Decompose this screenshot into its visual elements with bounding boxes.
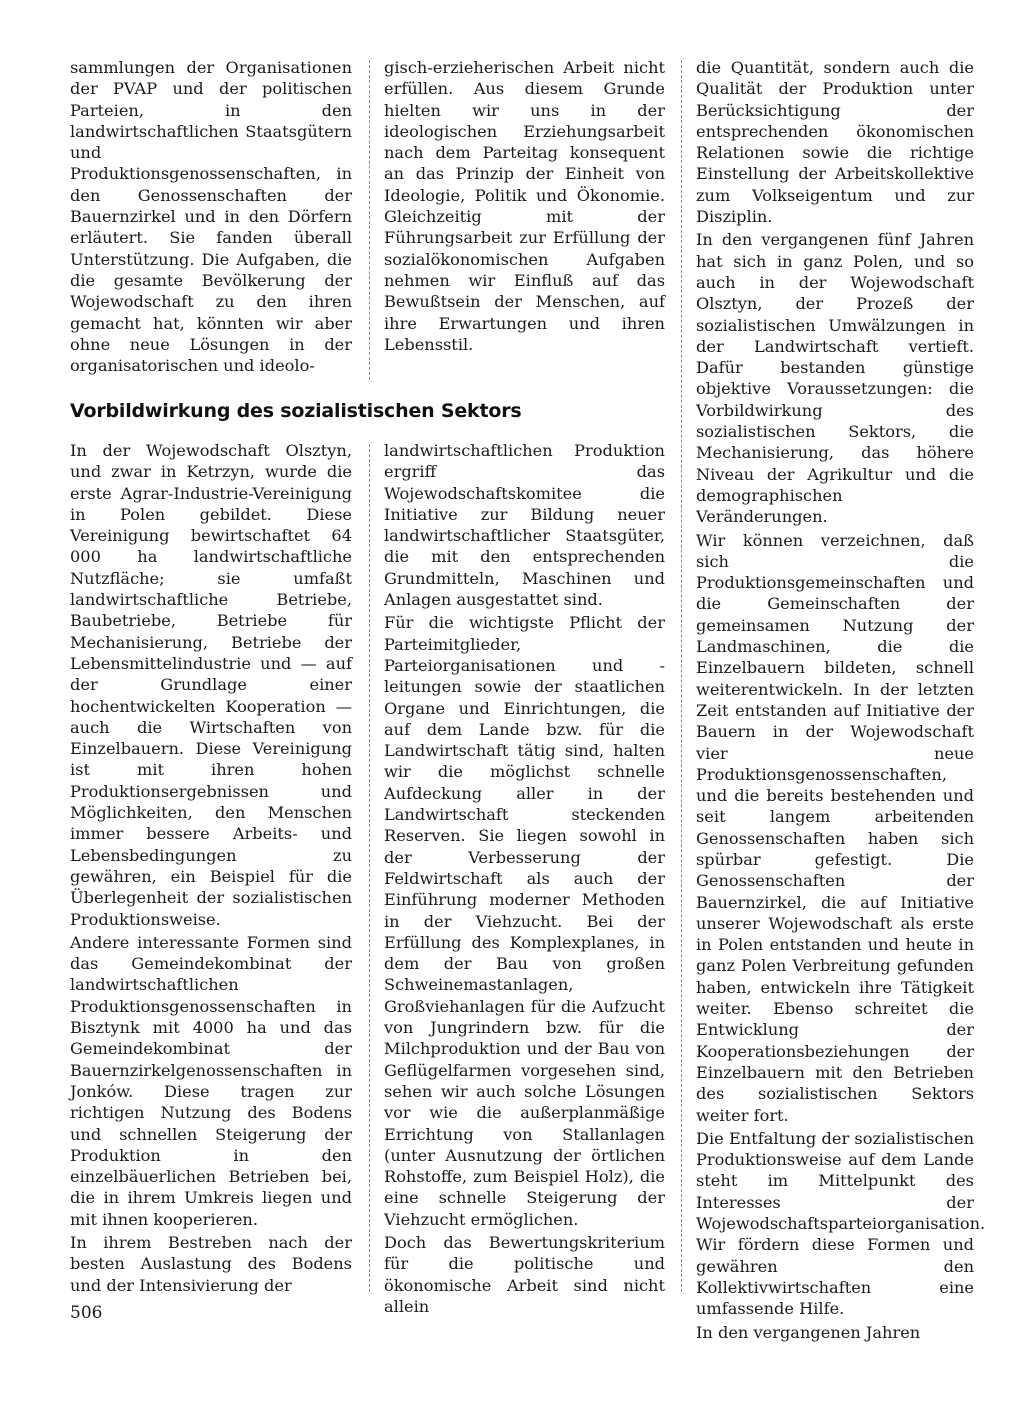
paragraph: sammlungen der Organisationen der PVAP und der politischen Parteien, in den landwirtschaftlichen Staatsgütern und Produktionsgenossenschaften, in den Genossenschaften der Bauernzirkel und in den Dörfern erläutert. Sie fanden überall Unterstützung. Die Aufgaben, die die gesamte Bevölkerung der Wojewodschaft zu den ihren gemacht hat, könnten wir aber ohne neue Lösungen in der organisatorischen und ideolo-	[70, 58, 352, 376]
paragraph: Andere interessante Formen sind das Gemeindekombinat der landwirtschaftlichen Produktionsgenossenschaften in Bisztynk mit 4000 ha und das Gemeindekombinat der Bauernzirkelgenossenschaften in Jonków. Diese tragen zur richtigen Nutzung des Bodens und schnellen Steigerung der Produktion in den einzelbäuerlichen Betrieben bei, die in ihrem Umkreis liegen und mit ihnen kooperieren.	[70, 932, 352, 1229]
column-rule	[369, 444, 370, 1292]
paragraph: In ihrem Bestreben nach der besten Auslastung des Bodens und der Intensivierung der	[70, 1232, 352, 1295]
column-1-bottom	[70, 440, 352, 1296]
column-2-bottom	[384, 440, 665, 1317]
column-2-top	[384, 57, 665, 355]
paragraph: Wir können verzeichnen, daß sich die Produktionsgemeinschaften und die Gemeinschaften der gemeinsamen Nutzung der Landmaschinen, die die Einzelbauern bildeten, schnell weiterentwickeln. In der letzten Zeit entstanden auf Initiative der Bauern in der Wojewodschaft vier neue Produktionsgenossenschaften, und die bereits bestehenden und seit langem arbeitenden Genossenschaften haben sich spürbar gefestigt. Die Genossenschaften der Bauernzirkel, die auf Initiative unserer Wojewodschaft als erste in Polen entstanden und heute in ganz Polen Verbreitung gefunden haben, entwickeln ihre Tätigkeit weiter. Ebenso schreitet die Entwicklung der Kooperationsbeziehungen der Einzelbauern mit den Betrieben des sozialistischen Sektors weiter fort.	[696, 530, 974, 1125]
page-number: 506	[70, 1303, 103, 1323]
column-1-top	[70, 57, 352, 376]
paragraph: Für die wichtigste Pflicht der Parteimitglieder, Parteiorganisationen und -leitungen sowie der staatlichen Organe und Einrichtungen, die auf dem Lande bzw. für die Landwirtschaft tätig sind, halten wir die möglichst schnelle Aufdeckung aller in der Landwirtschaft steckenden Reserven. Sie liegen sowohl in der Verbesserung der Feldwirtschaft als auch der Einführung moderner Methoden in der Viehzucht. Bei der Erfüllung des Komplexplanes, in dem der Bau von großen Schweinemastanlagen, Großviehanlagen für die Aufzucht von Jungrindern bzw. für die Milchproduktion und der Bau von Geflügelfarmen vorgesehen sind, sehen wir auch solche Lösungen vor wie die außerplanmäßige Errichtung von Stallanlagen (unter Ausnutzung der örtlichen Rohstoffe, zum Beispiel Holz), die eine schnelle Steigerung der Viehzucht ermöglichen.	[384, 613, 665, 1229]
paragraph: In der Wojewodschaft Olsztyn, und zwar in Ketrzyn, wurde die erste Agrar-Industrie-Vereinigung in Polen gebildet. Diese Vereinigung bewirtschaftet 64 000 ha landwirtschaftliche Nutzfläche; sie umfaßt landwirtschaftliche Betriebe, Baubetriebe, Betriebe für Mechanisierung, Betriebe der Lebensmittelindustrie und — auf der Grundlage einer hochentwickelten Kooperation — auch die Wirtschaften von Einzelbauern. Diese Vereinigung ist mit ihren hohen Produktionsergebnissen und Möglichkeiten, den Menschen immer bessere Arbeits- und Lebensbedingungen zu gewähren, ein Beispiel für die Überlegenheit der sozialistischen Produktionsweise.	[70, 441, 352, 929]
column-rule	[681, 60, 682, 1292]
section-heading: Vorbildwirkung des sozialistischen Sektors	[70, 400, 522, 422]
paragraph: Die Entfaltung der sozialistischen Produktionsweise auf dem Lande steht im Mittelpunkt des Interesses der Wojewodschaftsparteiorganisation. Wir fördern diese Formen und gewähren den Kollektivwirtschaften eine umfassende Hilfe.	[696, 1128, 986, 1319]
paragraph: die Quantität, sondern auch die Qualität der Produktion unter Berücksichtigung der entsprechenden ökonomischen Relationen sowie die richtige Einstellung der Arbeitskollektive zum Volkseigentum und zur Disziplin.	[696, 58, 974, 227]
paragraph: landwirtschaftlichen Produktion ergriff das Wojewodschaftskomitee die Initiative zur Bildung neuer landwirtschaftlicher Staatsgüter, die mit den entsprechenden Grundmitteln, Maschinen und Anlagen ausgestattet sind.	[384, 441, 665, 610]
paragraph: In den vergangenen Jahren	[696, 1322, 921, 1342]
paragraph: Doch das Bewertungskriterium für die politische und ökonomische Arbeit sind nicht allein	[384, 1232, 665, 1316]
column-3	[696, 57, 986, 1343]
column-rule	[369, 60, 370, 380]
paragraph: gisch-erzieherischen Arbeit nicht erfüllen. Aus diesem Grunde hielten wir uns in der ideologischen Erziehungsarbeit nach dem Parteitag konsequent an das Prinzip der Einheit von Ideologie, Politik und Ökonomie. Gleichzeitig mit der Führungsarbeit zur Erfüllung der sozialökonomischen Aufgaben nehmen wir Einfluß auf das Bewußtsein der Menschen, auf ihre Erwartungen und ihren Lebensstil.	[384, 58, 665, 354]
paragraph: In den vergangenen fünf Jahren hat sich in ganz Polen, und so auch in der Wojewodschaft Olsztyn, der Prozeß der sozialistischen Umwälzungen in der Landwirtschaft vertieft. Dafür bestanden günstige objektive Voraussetzungen: die Vorbildwirkung des sozialistischen Sektors, die Mechanisierung, das höhere Niveau der Agrikultur und die demographischen Veränderungen.	[696, 230, 974, 527]
